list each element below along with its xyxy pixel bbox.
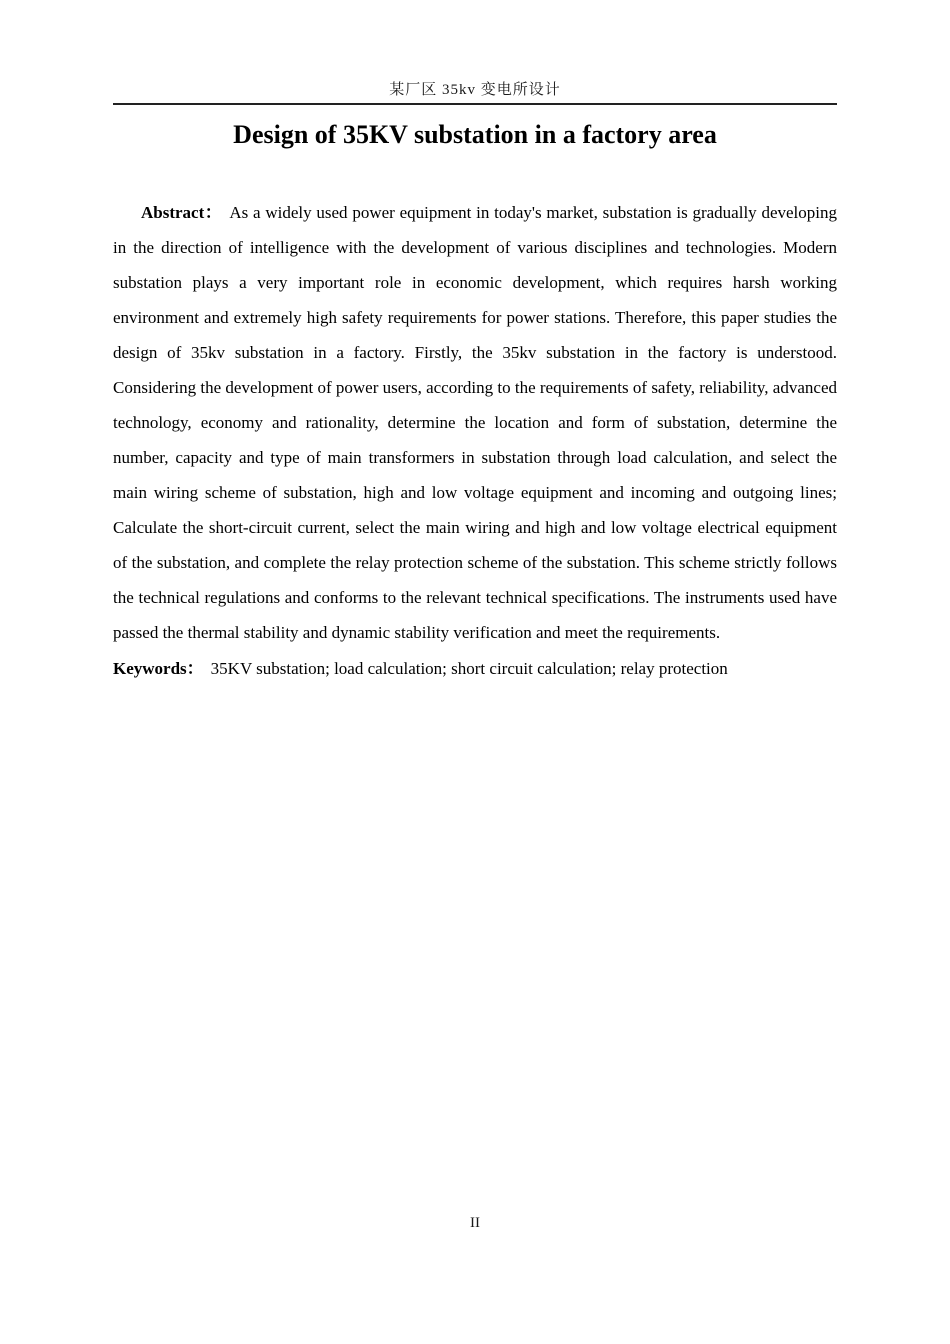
page-header <box>113 0 837 105</box>
abstract-paragraph <box>113 195 837 650</box>
abstract-text: As a widely used power equipment in today's market, substation is gradually developing in the direction of intelligence with the development of various disciplines and technologies. Modern substation plays a very important role in economic development, which requires harsh working environment and extremely high safety requirements for power stations. Therefore, this paper studies the design of 35kv substation in a factory. Firstly, the 35kv substation in the factory is understood. Considering the development of power users, according to the requirements of safety, reliability, advanced technology, economy and rationality, determine the location and form of substation, determine the number, capacity and type of main transformers in substation through load calculation, and select the main wiring scheme of substation, high and low voltage equipment and incoming and outgoing lines; Calculate the short-circuit current, select the main wiring and high and low voltage electrical equipment of the substation, and complete the relay protection scheme of the substation. This scheme strictly follows the technical regulations and conforms to the relevant technical specifications. The instruments used have passed the thermal stability and dynamic stability verification and meet the requirements. <box>113 203 837 642</box>
keywords-colon: ： <box>186 659 204 678</box>
page-number: II <box>470 1215 480 1231</box>
document-title: Design of 35KV substation in a factory area <box>233 120 717 149</box>
page-content <box>113 0 837 686</box>
abstract-label: Abstract <box>141 203 205 222</box>
keywords-line <box>113 651 837 686</box>
header-rule <box>113 103 837 105</box>
running-title: 某厂区 35kv 变电所设计 <box>389 82 561 98</box>
keywords-text: 35KV substation; load calculation; short circuit calculation; relay protection <box>210 659 728 678</box>
keywords-label: Keywords <box>113 659 187 678</box>
abstract-colon: ： <box>204 203 223 222</box>
page-footer <box>0 1215 950 1232</box>
